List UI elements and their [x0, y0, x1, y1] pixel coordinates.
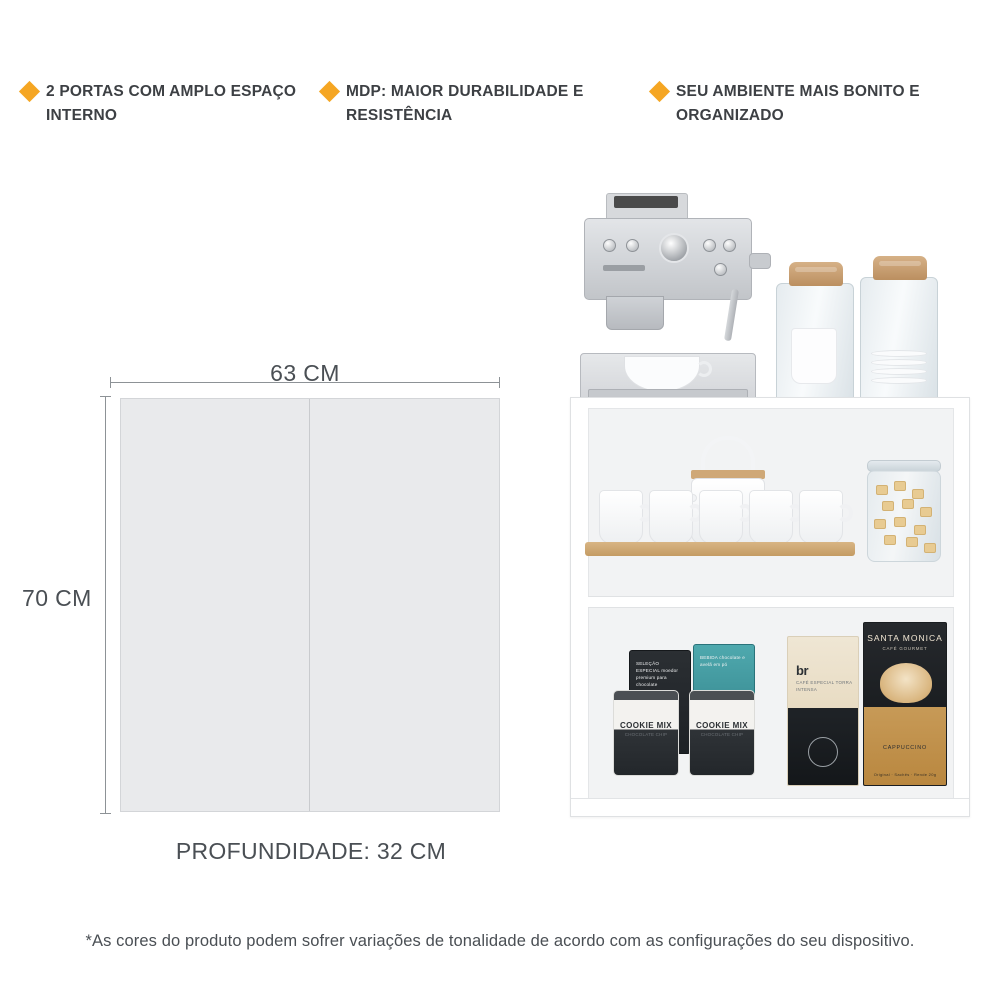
tin-lid: [690, 691, 754, 700]
machine-knob: [714, 263, 727, 276]
tin-sublabel: CHOCOLATE CHIP: [700, 732, 744, 737]
diamond-bullet-icon: [319, 81, 340, 102]
dimension-drawing: [22, 360, 526, 870]
box-seal-icon: [808, 737, 838, 767]
machine-cup-handle: [696, 361, 712, 377]
sachet-label: SELEÇÃO ESPECIAL moedor premium para chocolate: [636, 661, 679, 687]
tin-lid: [614, 691, 678, 700]
color-disclaimer: *As cores do produto podem sofrer variações de tonalidade de acordo com as configurações do seu dispositivo.: [85, 932, 915, 950]
machine-pressure-gauge-icon: [659, 233, 689, 263]
machine-vent: [603, 265, 645, 271]
cork-lid-icon: [873, 256, 927, 280]
shelf-divider: [588, 596, 954, 608]
feature-item-1: [22, 80, 322, 128]
box-sublabel: CAFÉ ESPECIAL TORRA INTENSA: [796, 680, 853, 692]
box-title: SANTA MONICA: [867, 633, 943, 643]
machine-group-head: [606, 296, 664, 330]
espresso-machine-icon: [578, 193, 778, 413]
feature-item-3: [652, 80, 978, 128]
glass-jar-icon: [860, 277, 938, 407]
shelf-bottom-rail: [571, 798, 969, 816]
box-brand: br: [796, 663, 808, 678]
depth-label: PROFUNDIDADE: 32 CM: [175, 838, 447, 864]
box-footer-text: Original · Sachês · Rende 20g: [873, 772, 937, 777]
height-measure-line: [105, 396, 106, 814]
cookie-mix-tin: [613, 690, 679, 776]
feature-label: SEU AMBIENTE MAIS BONITO E ORGANIZADO: [676, 83, 920, 125]
machine-knob: [723, 239, 736, 252]
feature-label: MDP: MAIOR DURABILIDADE E RESISTÊNCIA: [346, 83, 584, 125]
diamond-bullet-icon: [649, 81, 670, 102]
shelf-unit-photo: [570, 397, 970, 817]
jar-content-saucers: [871, 350, 927, 384]
height-label: 70 CM: [22, 585, 92, 611]
feature-list: [22, 80, 978, 128]
feature-label: 2 PORTAS COM AMPLO ESPAÇO INTERNO: [46, 83, 297, 125]
cookie-mix-tin: [689, 690, 755, 776]
machine-steam-valve: [749, 253, 771, 269]
glass-jar-icon: [776, 283, 854, 413]
mug-icon: [649, 490, 693, 544]
product-photo: [560, 185, 980, 835]
machine-knob: [626, 239, 639, 252]
mug-icon: [599, 490, 643, 544]
cappuccino-box-santa-monica: [863, 622, 947, 786]
machine-knob: [603, 239, 616, 252]
cabinet-diagram: [120, 398, 500, 812]
cappuccino-cup-image: [880, 663, 932, 703]
width-measure-line: [110, 360, 500, 386]
box-product-name: CAPPUCCINO: [883, 745, 927, 751]
box-sublabel: CAFÉ GOURMET: [882, 646, 928, 651]
sachet-label: BEBIDA chocolate e avelã em pó: [700, 655, 745, 667]
tin-sublabel: CHOCOLATE CHIP: [624, 732, 668, 737]
cabinet-door-right: [310, 399, 499, 811]
coffee-box-br: [787, 636, 859, 786]
machine-hopper-lid: [614, 196, 678, 208]
cork-lid-icon: [789, 262, 843, 286]
diamond-bullet-icon: [19, 81, 40, 102]
tin-label: COOKIE MIX: [695, 721, 748, 730]
width-label: 63 CM: [270, 360, 340, 386]
cookie-jar-icon: [867, 470, 941, 562]
mug-icon: [799, 490, 843, 544]
machine-knob: [703, 239, 716, 252]
feature-item-2: [322, 80, 652, 128]
mug-icon: [749, 490, 793, 544]
machine-body: [584, 218, 752, 300]
mug-icon: [699, 490, 743, 544]
tin-label: COOKIE MIX: [619, 721, 672, 730]
jar-content-mug: [791, 328, 837, 384]
cabinet-door-left: [121, 399, 310, 811]
wooden-tray: [585, 542, 855, 556]
